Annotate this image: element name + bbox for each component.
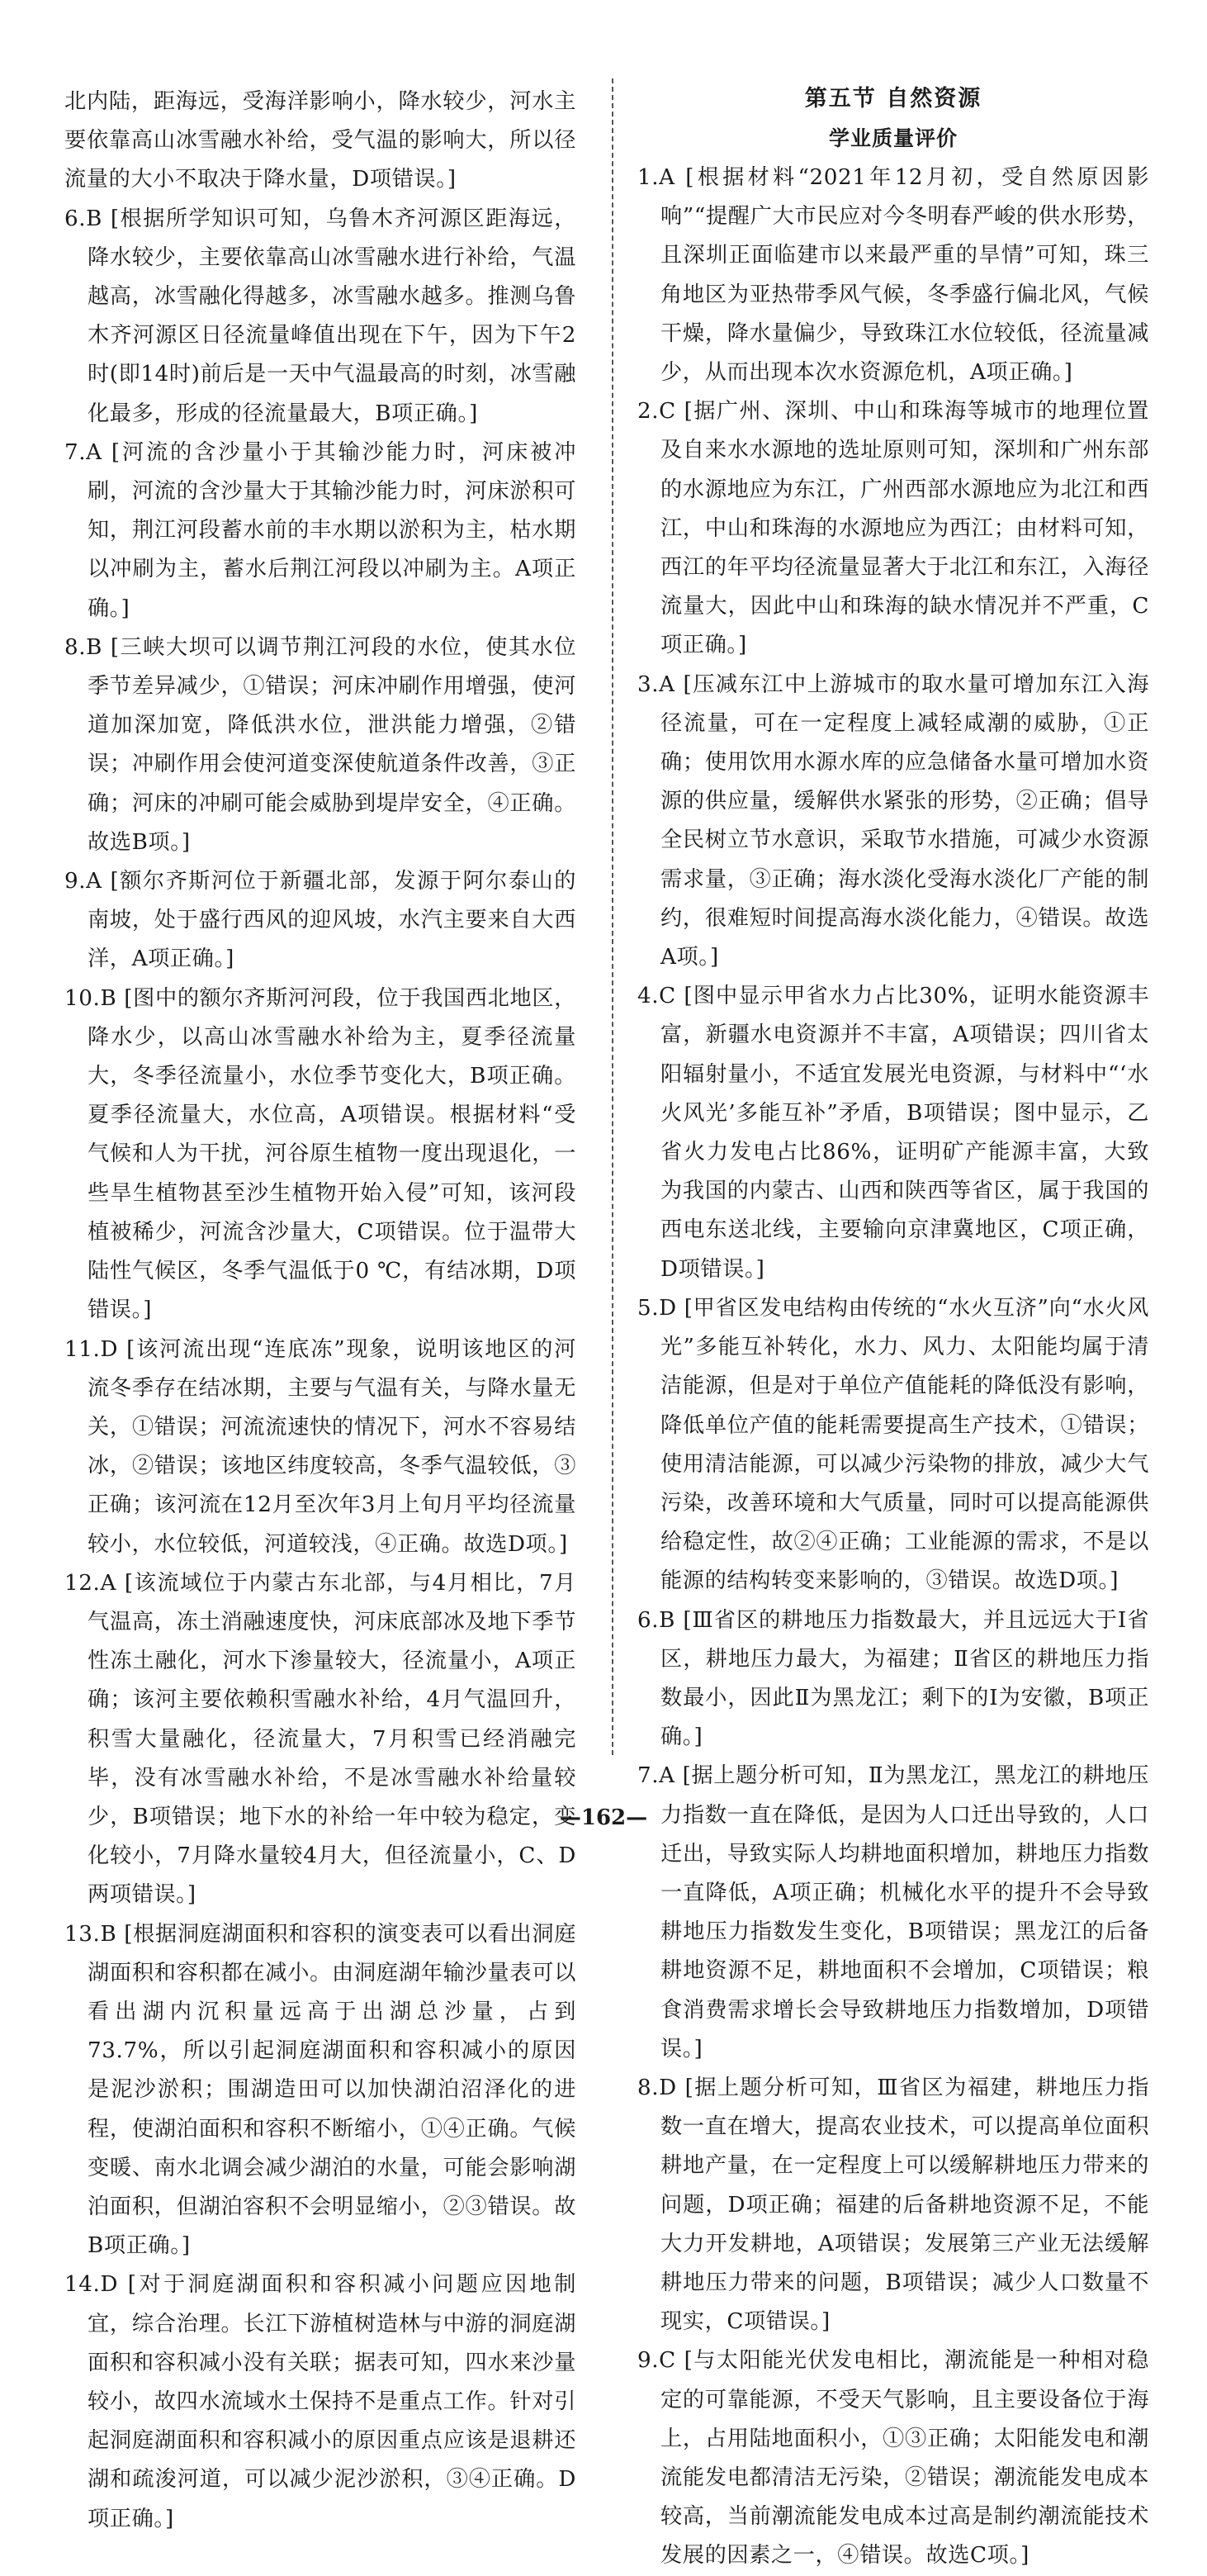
answer-text: [三峡大坝可以调节荆江河段的水位，使其水位季节差异减少，①错误；河床冲刷作用增强，使河道加深加宽，降低洪水位，泄洪能力增强，②错误；冲刷作用会使河道变深使航道条件改善，③正确；河床的冲刷可能会威胁到堤岸安全，④正确。故选B项。] — [88, 634, 576, 855]
column-divider — [612, 78, 613, 1755]
answer-item — [64, 862, 576, 980]
answer-label: 2.C — [637, 399, 676, 425]
answer-item — [64, 83, 576, 200]
page-number: —162— — [559, 1805, 648, 1830]
answer-text: [甲省区发电结构由传统的“水火互济”向“水火风光”多能互补转化，水力、风力、太阳能均属于清洁能源，但是对于单位产值能耗的降低没有影响，降低单位产值的能耗需要提高生产技术，①错误；使用清洁能源，可以减少污染物的排放，减少大气污染，改善环境和大气质量，同时可以提高能源供给稳定性，故②④正确；工业能源的需求，不是以能源的结构转变来影响的，③错误。故选D项。] — [660, 1295, 1149, 1594]
answer-label: 1.A — [637, 165, 675, 190]
left-column — [64, 83, 576, 2539]
answer-item — [637, 1289, 1149, 1601]
answer-label: 6.B — [64, 206, 103, 231]
answer-text: [压减东江中上游城市的取水量可增加东江入海径流量，可在一定程度上减轻咸潮的威胁，①正确；使用饮用水源水库的应急储备水量可增加水资源的供应量，缓解供水紧张的形势，②正确；倡导全民树立节水意识，采取节水措施，可减少水资源需求量，③正确；海水淡化受海水淡化厂产能的制约，很难短时间提高海水淡化能力，④错误。故选A项。] — [660, 671, 1149, 970]
answer-item — [637, 2069, 1149, 2341]
answer-label: 4.C — [637, 984, 676, 1009]
answer-item — [637, 392, 1149, 665]
answer-text: [根据材料“2021年12月初，受自然原因影响”“提醒广大市民应对今冬明春严峻的供水形势，且深圳正面临建市以来最严重的旱情”可知，珠三角地区为亚热带季风气候，冬季盛行偏北风，气候干燥，降水量偏少，导致珠江水位较低，径流量减少，从而出现本次水资源危机，A项正确。] — [660, 165, 1149, 386]
right-column — [637, 79, 1149, 2576]
answer-text: [据上题分析可知，Ⅱ为黑龙江，黑龙江的耕地压力指数一直在降低，是因为人口迁出导致的，人口迁出，导致实际人均耕地面积增加，耕地压力指数一直降低，A项正确；机械化水平的提升不会导致耕地压力指数发生变化，B项错误；黑龙江的后备耕地资源不足，耕地面积不会增加，C项错误；粮食消费需求增长会导致耕地压力指数增加，D项错误。] — [660, 1763, 1149, 2061]
answer-text: [根据洞庭湖面积和容积的演变表可以看出洞庭湖面积和容积都在减小。由洞庭湖年输沙量表可以看出湖内沉积量远高于出湖总沙量，占到73.7%，所以引起洞庭湖面积和容积减小的原因是泥沙淤积；围湖造田可以加快湖泊沼泽化的进程，使湖泊面积和容积不断缩小，①④正确。气候变暖、南水北调会减少湖泊的水量，可能会影响湖泊面积，但湖泊容积不会明显缩小，②③错误。故B项正确。] — [88, 1921, 576, 2259]
subsection-title: 学业质量评价 — [828, 126, 958, 150]
answer-item — [64, 629, 576, 862]
answer-text: 北内陆，距海远，受海洋影响小，降水较少，河水主要依靠高山冰雪融水补给，受气温的影响大，所以径流量的大小不取决于降水量，D项错误。] — [64, 89, 576, 192]
answer-text: [图中显示甲省水力占比30%，证明水能资源丰富，新疆水电资源并不丰富，A项错误；四川省太阳辐射量小，不适宜发展光电资源，与材料中“‘水火风光’多能互补”矛盾，B项错误；图中显示，乙省火力发电占比86%，证明矿产能源丰富，大致为我国的内蒙古、山西和陕西等省区，属于我国的西电东送北线，主要输向京津冀地区，C项正确，D项错误。] — [660, 984, 1149, 1282]
answer-label: 8.D — [637, 2075, 677, 2100]
answer-item — [637, 159, 1149, 392]
answer-label: 11.D — [64, 1336, 119, 1362]
answer-label: 9.C — [637, 2348, 676, 2374]
answer-item — [64, 980, 576, 1331]
answer-label: 7.A — [64, 439, 102, 465]
answer-item — [64, 2265, 576, 2538]
answer-item — [64, 200, 576, 434]
answer-label: 14.D — [64, 2272, 119, 2298]
answer-label: 13.B — [64, 1921, 117, 1947]
right-column-items — [637, 159, 1149, 2576]
answer-item — [64, 1331, 576, 1564]
answer-text: [河流的含沙量小于其输沙能力时，河床被冲刷，河流的含沙量大于其输沙能力时，河床淤积可知，荆江河段蓄水前的丰水期以淤积为主，枯水期以冲刷为主，蓄水后荆江河段以冲刷为主。A项正确。] — [88, 439, 576, 621]
answer-label: 3.A — [637, 671, 675, 697]
answer-item — [637, 1757, 1149, 2069]
answer-label: 9.A — [64, 869, 102, 894]
answer-text: [据上题分析可知，Ⅲ省区为福建，耕地压力指数一直在增大，提高农业技术，可以提高单位面积耕地产量，在一定程度上可以缓解耕地压力带来的问题，D项正确；福建的后备耕地资源不足，不能大力开发耕地，A项错误；发展第三产业无法缓解耕地压力带来的问题，B项错误；减少人口数量不现实，C项错误。] — [660, 2075, 1149, 2335]
answer-text: [该流域位于内蒙古东北部，与4月相比，7月气温高，冻土消融速度快，河床底部冰及地下季节性冻土融化，河水下渗量较大，径流量小，A项正确；该河主要依赖积雪融水补给，4月气温回升，积雪大量融化，径流量大，7月积雪已经消融完毕，没有冰雪融水补给，不是冰雪融水补给量较少，B项错误；地下水的补给一年中较为稳定，变化较小，7月降水量较4月大，但径流量小，C、D两项错误。] — [88, 1570, 576, 1908]
answer-text: [Ⅲ省区的耕地压力指数最大，并且远远大于Ⅰ省区，耕地压力最大，为福建；Ⅱ省区的耕地压力指数最小，因此Ⅱ为黑龙江；剩下的Ⅰ为安徽，B项正确。] — [660, 1607, 1149, 1750]
answer-item — [637, 1601, 1149, 1758]
answer-text: [根据所学知识可知，乌鲁木齐河源区距海远，降水较少，主要依靠高山冰雪融水进行补给，气温越高，冰雪融化得越多，冰雪融水越多。推测乌鲁木齐河源区日径流量峰值出现在下午，因为下午2时(即14时)前后是一天中气温最高的时刻，冰雪融化最多，形成的径流量最大，B项正确。] — [88, 206, 576, 426]
section-title: 第五节 自然资源 — [804, 86, 982, 111]
answer-label: 7.A — [637, 1763, 675, 1789]
answer-label: 12.A — [64, 1570, 116, 1596]
answer-label: 5.D — [637, 1295, 677, 1321]
answer-item — [64, 1915, 576, 2266]
answer-item — [64, 434, 576, 629]
answer-label: 8.B — [64, 634, 103, 660]
answer-text: [额尔齐斯河位于新疆北部，发源于阿尔泰山的南坡，处于盛行西风的迎风坡，水汽主要来自大西洋，A项正确。] — [88, 869, 576, 972]
answer-label: 6.B — [637, 1607, 676, 1633]
answer-item — [64, 1564, 576, 1915]
answer-text: [据广州、深圳、中山和珠海等城市的地理位置及自来水水源地的选址原则可知，深圳和广州东部的水源地应为东江，广州西部水源地应为北江和西江，中山和珠海的水源地应为西江；由材料可知，西江的年平均径流量显著大于北江和东江，入海径流量大，因此中山和珠海的缺水情况并不严重，C项正确。] — [660, 399, 1149, 658]
answer-item — [637, 977, 1149, 1289]
answer-item — [637, 2341, 1149, 2575]
answer-label: 10.B — [64, 985, 117, 1011]
answer-text: [对于洞庭湖面积和容积减小问题应因地制宜，综合治理。长江下游植树造林与中游的洞庭湖面积和容积减小没有关联；据表可知，四水来沙量较小，故四水流域水土保持不是重点工作。针对引起洞庭湖面积和容积减小的原因重点应该是退耕还湖和疏浚河道，可以减少泥沙淤积，③④正确。D项正确。] — [88, 2272, 576, 2531]
answer-text: [与太阳能光伏发电相比，潮流能是一种相对稳定的可靠能源，不受天气影响，且主要设备位于海上，占用陆地面积小，①③正确；太阳能发电和潮流能发电都清洁无污染，②错误；潮流能发电成本较高，当前潮流能发电成本过高是制约潮流能技术发展的因素之一，④错误。故选C项。] — [660, 2348, 1149, 2569]
answer-text: [该河流出现“连底冻”现象，说明该地区的河流冬季存在结冰期，主要与气温有关，与降水量无关，①错误；河流流速快的情况下，河水不容易结冰，②错误；该地区纬度较高，冬季气温较低，③正确；该河流在12月至次年3月上旬月平均径流量较小，水位较低，河道较浅，④正确。故选D项。] — [88, 1336, 576, 1557]
answer-text: [图中的额尔齐斯河河段，位于我国西北地区，降水少，以高山冰雪融水补给为主，夏季径流量大，冬季径流量小，水位季节变化大，B项正确。夏季径流量大，水位高，A项错误。根据材料“受气候和人为干扰，河谷原生植物一度出现退化，一些旱生植物甚至沙生植物开始入侵”可知，该河段植被稀少，河流含沙量大，C项错误。位于温带大陆性气候区，冬季气温低于0 ℃，有结冰期，D项错误。] — [88, 985, 576, 1323]
answer-item — [637, 666, 1149, 978]
